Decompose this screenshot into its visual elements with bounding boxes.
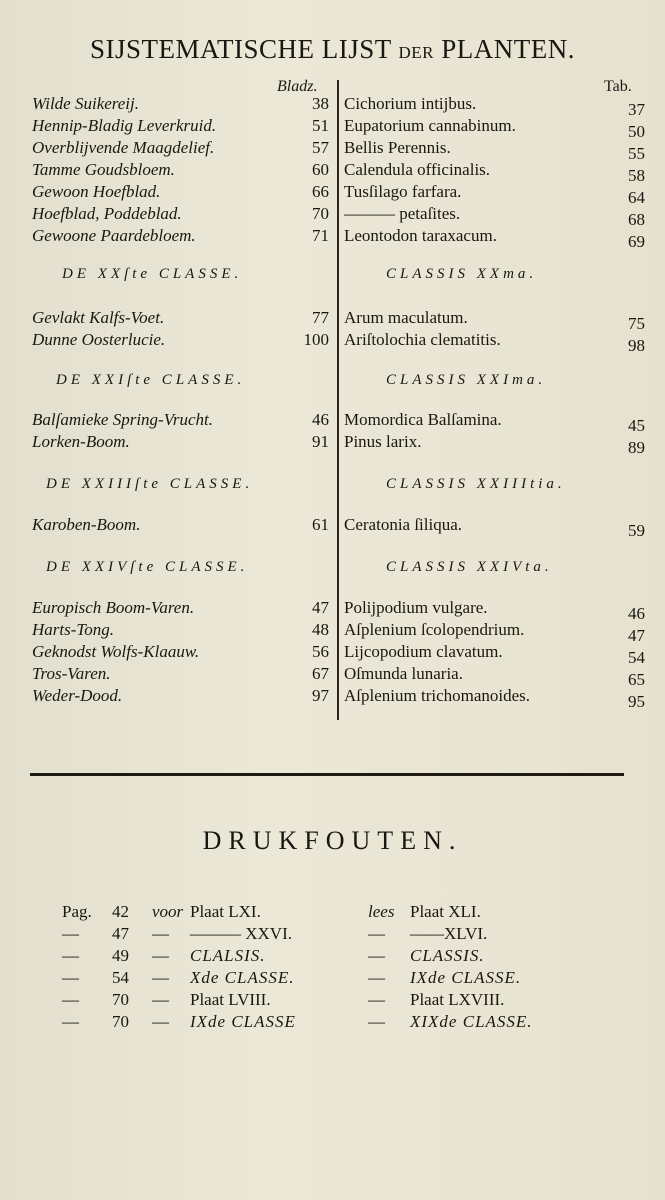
plant-row [0, 686, 665, 711]
latin-plant-name: Bellis Perennis. [344, 138, 451, 157]
erratum-page-number: 70 [112, 1012, 129, 1031]
erratum-page-number: 42 [112, 902, 129, 921]
dutch-plant-name: Harts-Tong. [32, 620, 115, 639]
plant-row [0, 330, 665, 355]
plant-row [0, 204, 665, 229]
erratum-correct-text: ——XLVI. [410, 924, 488, 943]
page-number: 67 [312, 664, 329, 683]
erratum-page-label: — [62, 990, 79, 1009]
latin-plant-name: Tusſilago farfara. [344, 182, 462, 201]
latin-class-heading: CLASSIS XXIIItia. [386, 476, 566, 492]
plate-number: 58 [628, 166, 645, 185]
erratum-incorrect-text: CLALSIS. [190, 946, 266, 965]
title-part-1: SIJSTEMATISCHE LIJST [89, 34, 392, 64]
plant-row [0, 226, 665, 251]
dutch-plant-name: Wilde Suikereij. [32, 94, 140, 113]
plate-number: 68 [628, 210, 645, 229]
latin-plant-name: Polijpodium vulgare. [344, 598, 488, 617]
plate-number: 59 [628, 521, 645, 540]
plant-row [0, 160, 665, 185]
page-number: 48 [312, 620, 329, 639]
plant-row [0, 410, 665, 435]
tab-column-header: Tab. [604, 78, 632, 95]
erratum-voor-label: — [152, 1012, 169, 1031]
plate-number: 98 [628, 336, 645, 355]
dutch-class-heading: DE XXIIIſte CLASSE. [46, 476, 254, 492]
latin-plant-name: ——— petaſites. [344, 204, 461, 223]
dutch-class-heading: DE XXſte CLASSE. [62, 266, 243, 282]
dutch-plant-name: Gewoon Hoefblad. [32, 182, 161, 201]
page-number: 47 [312, 598, 329, 617]
page-number: 61 [312, 515, 329, 534]
plant-row [0, 598, 665, 623]
erratum-page-label: — [62, 1012, 79, 1031]
bladz-column-header: Bladz. [277, 78, 318, 95]
erratum-page-number: 47 [112, 924, 129, 943]
erratum-row [0, 946, 665, 967]
erratum-row [0, 902, 665, 923]
dutch-class-heading: DE XXIVſte CLASSE. [46, 559, 249, 575]
erratum-page-label: Pag. [62, 902, 92, 921]
latin-plant-name: Ceratonia ſiliqua. [344, 515, 463, 534]
erratum-incorrect-text: ——— XXVI. [190, 924, 292, 943]
plate-number: 95 [628, 692, 645, 711]
latin-plant-name: Lijcopodium clavatum. [344, 642, 503, 661]
plant-row [0, 308, 665, 333]
erratum-page-number: 70 [112, 990, 129, 1009]
erratum-row [0, 968, 665, 989]
latin-plant-name: Cichorium intijbus. [344, 94, 477, 113]
latin-class-heading: CLASSIS XXIVta. [386, 559, 553, 575]
erratum-lees-label: — [368, 924, 385, 943]
page-number: 100 [303, 330, 329, 349]
title-part-2: PLANTEN. [441, 34, 576, 64]
latin-plant-name: Aſplenium ſcolopendrium. [344, 620, 525, 639]
plant-row [0, 182, 665, 207]
page-number: 60 [312, 160, 329, 179]
plate-number: 69 [628, 232, 645, 251]
erratum-lees-label: — [368, 1012, 385, 1031]
erratum-page-label: — [62, 924, 79, 943]
page-number: 71 [312, 226, 329, 245]
erratum-voor-label: — [152, 990, 169, 1009]
erratum-incorrect-text: Plaat LXI. [190, 902, 261, 921]
plant-row [0, 116, 665, 141]
erratum-lees-label: — [368, 990, 385, 1009]
dutch-class-heading: DE XXIſte CLASSE. [56, 372, 246, 388]
erratum-voor-label: — [152, 924, 169, 943]
page-number: 57 [312, 138, 329, 157]
erratum-page-number: 49 [112, 946, 129, 965]
latin-plant-name: Leontodon taraxacum. [344, 226, 497, 245]
page-number: 66 [312, 182, 329, 201]
section-divider [30, 773, 624, 776]
plant-row [0, 94, 665, 119]
erratum-voor-label: voor [152, 902, 184, 921]
erratum-voor-label: — [152, 946, 169, 965]
erratum-incorrect-text: Plaat LVIII. [190, 990, 271, 1009]
dutch-plant-name: Tamme Goudsbloem. [32, 160, 175, 179]
page-number: 38 [312, 94, 329, 113]
page-number: 51 [312, 116, 329, 135]
erratum-page-label: — [62, 946, 79, 965]
page-number: 97 [312, 686, 329, 705]
latin-plant-name: Ariſtolochia clematitis. [344, 330, 501, 349]
page-number: 46 [312, 410, 329, 429]
erratum-lees-label: lees [368, 902, 395, 921]
page-number: 56 [312, 642, 329, 661]
dutch-plant-name: Gevlakt Kalfs-Voet. [32, 308, 165, 327]
plate-number: 89 [628, 438, 645, 457]
latin-class-heading: CLASSIS XXIma. [386, 372, 547, 388]
erratum-row [0, 924, 665, 945]
plate-number: 37 [628, 100, 645, 119]
erratum-correct-text: CLASSIS. [410, 946, 485, 965]
latin-plant-name: Momordica Balſamina. [344, 410, 502, 429]
erratum-correct-text: Plaat XLI. [410, 902, 481, 921]
plant-row [0, 620, 665, 645]
erratum-row [0, 1012, 665, 1033]
dutch-plant-name: Europisch Boom-Varen. [32, 598, 195, 617]
plant-row [0, 515, 665, 540]
plate-number: 54 [628, 648, 645, 667]
page-number: 91 [312, 432, 329, 451]
latin-plant-name: Calendula officinalis. [344, 160, 491, 179]
erratum-correct-text: IXde CLASSE. [410, 968, 522, 987]
erratum-page-label: — [62, 968, 79, 987]
latin-plant-name: Eupatorium cannabinum. [344, 116, 516, 135]
plant-row [0, 432, 665, 457]
latin-plant-name: Arum maculatum. [344, 308, 468, 327]
erratum-correct-text: Plaat LXVIII. [410, 990, 505, 1009]
plate-number: 64 [628, 188, 645, 207]
dutch-plant-name: Lorken-Boom. [32, 432, 130, 451]
dutch-plant-name: Dunne Oosterlucie. [32, 330, 166, 349]
erratum-voor-label: — [152, 968, 169, 987]
erratum-incorrect-text: Xde CLASSE. [190, 968, 295, 987]
plate-number: 50 [628, 122, 645, 141]
erratum-correct-text: XIXde CLASSE. [410, 1012, 533, 1031]
plant-row [0, 664, 665, 689]
latin-class-heading: CLASSIS XXma. [386, 266, 538, 282]
dutch-plant-name: Weder-Dood. [32, 686, 123, 705]
dutch-plant-name: Hennip-Bladig Leverkruid. [32, 116, 217, 135]
dutch-plant-name: Gewoone Paardebloem. [32, 226, 196, 245]
plate-number: 75 [628, 314, 645, 333]
plate-number: 65 [628, 670, 645, 689]
plate-number: 45 [628, 416, 645, 435]
dutch-plant-name: Karoben-Boom. [32, 515, 141, 534]
erratum-row [0, 990, 665, 1011]
dutch-plant-name: Balſamieke Spring-Vrucht. [32, 410, 213, 429]
title-small-word: DER [398, 43, 435, 62]
plate-number: 47 [628, 626, 645, 645]
latin-plant-name: Oſmunda lunaria. [344, 664, 463, 683]
latin-plant-name: Pinus larix. [344, 432, 422, 451]
page-number: 70 [312, 204, 329, 223]
errata-title: DRUKFOUTEN. [202, 826, 463, 855]
dutch-plant-name: Hoefblad, Poddeblad. [32, 204, 182, 223]
page-number: 77 [312, 308, 329, 327]
erratum-lees-label: — [368, 968, 385, 987]
plant-row [0, 642, 665, 667]
plate-number: 55 [628, 144, 645, 163]
dutch-plant-name: Geknodst Wolfs-Klaauw. [32, 642, 200, 661]
plate-number: 46 [628, 604, 645, 623]
latin-plant-name: Aſplenium trichomanoides. [344, 686, 531, 705]
erratum-page-number: 54 [112, 968, 129, 987]
erratum-lees-label: — [368, 946, 385, 965]
erratum-incorrect-text: IXde CLASSE [190, 1012, 296, 1031]
plant-row [0, 138, 665, 163]
dutch-plant-name: Overblijvende Maagdelief. [32, 138, 215, 157]
dutch-plant-name: Tros-Varen. [32, 664, 111, 683]
